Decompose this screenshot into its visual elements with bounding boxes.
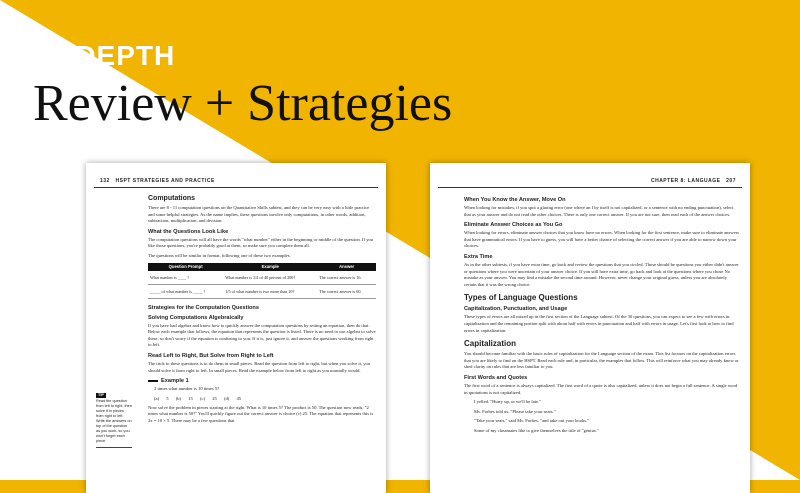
table-cell: What number is ____ ? bbox=[148, 271, 223, 285]
left-book-page bbox=[86, 163, 386, 493]
look-title: What the Questions Look Like bbox=[148, 228, 229, 235]
quote-example: Ms. Forbes told us, "Please take your seats." bbox=[474, 408, 556, 414]
question-format-table bbox=[148, 263, 376, 299]
example-question: 2 times what number is 10 times 5? bbox=[154, 386, 220, 392]
move-on-text: When looking for mistakes, if you spot a glaring error (one where an I by itself is not capitalized, or a sentence with no ending punctuation), select that as your answer and do not read the other choices. There is only one correct answer. If you are not sure, then read each of the answer choices. bbox=[464, 205, 734, 217]
right-book-page bbox=[430, 163, 750, 493]
table-header: Question Prompt bbox=[148, 263, 223, 271]
example-choices bbox=[154, 396, 376, 401]
choice-c: (c) 25 bbox=[199, 395, 217, 401]
strategies-title: Strategies for the Computation Questions bbox=[148, 304, 259, 311]
table-cell: The correct answer is 16. bbox=[317, 271, 376, 285]
left-page-column bbox=[148, 195, 376, 428]
cap-punct-text: These types of errors are all mixed up in the first section of the Language subtest. Of the 30 questions, you can expect to see a few with errors in capitalization and the remaining portion split with about half with errors in punctuation and half with errors in usage. Let's first look at how to find errors in capitalization. bbox=[464, 314, 734, 333]
right-page-number: 207 bbox=[726, 178, 736, 184]
look-text: The computation questions will all have the words "what number" either in the beginning or middle of the question. If you like those questions, you're probably good at them, so make sure you complete them all. bbox=[148, 236, 374, 249]
choice-a: (a) 5 bbox=[154, 395, 169, 401]
table-cell: What number is 1/4 of 40 percent of 200? bbox=[223, 271, 317, 285]
computations-intro: There are 8 - 11 computation questions on the Quantitative Skills subtest, and they can be very easy with a little practice and some helpful strategies. As the name implies, these questions involve only computations, in other words, addition, subtraction, multiplication, and division. bbox=[148, 205, 370, 224]
cap-punct-title: Capitalization, Punctuation, and Usage bbox=[464, 306, 568, 313]
example-bar-icon bbox=[148, 380, 158, 382]
left-page-number: 132 bbox=[100, 178, 110, 184]
types-title: Types of Language Questions bbox=[464, 293, 578, 303]
right-running-head bbox=[651, 178, 736, 184]
table-row bbox=[148, 284, 376, 298]
table-row bbox=[148, 271, 376, 285]
capitalization-text: You should become familiar with the basic rules of capitalization for the Language section of the exam. This list focuses on the capitalization errors that you are likely to find on the HSPT. Read each rule and, in particular, the examples that follow. This will reinforce what you may already know or shed clarity on rules that are less familiar to you. bbox=[464, 351, 739, 370]
choice-d: (d) 45 bbox=[223, 395, 242, 401]
solving-text: If you have had algebra and know how to quickly answer the computation questions by setting an equation, then do that. Below each example that follows, the equation that represents the question is listed. There is no need to use algebra to solve these, so don't worry if the equation is confusing to you. If it is, just ignore it, and answer the questions working from right to left. bbox=[148, 322, 376, 348]
solving-title: Solving Computations Algebraically bbox=[148, 314, 244, 321]
left-running-head bbox=[100, 178, 215, 184]
tip-badge: TIP bbox=[98, 393, 104, 397]
table-cell: 1/5 of what number is two more than 10? bbox=[223, 284, 317, 298]
table-cell: _____ of what number is _____? bbox=[148, 284, 223, 298]
read-text: The trick to these questions is to do them in small pieces. Read the question from left to right, but when you solve it, you should solve it from right to left. In small pieces. Read the example below from left to right as you normally would. bbox=[148, 360, 371, 373]
eliminate-title: Eliminate Answer Choices as You Go bbox=[464, 222, 563, 229]
tip-rule bbox=[96, 447, 132, 448]
right-running-title: CHAPTER 8: LANGUAGE bbox=[650, 178, 721, 184]
quote-example: "Take your seats," said Ms. Forbes, "and take out your books." bbox=[474, 418, 590, 424]
capitalization-title: Capitalization bbox=[464, 339, 517, 349]
kicker-label: IN-DEPTH bbox=[35, 40, 176, 71]
choice-b: (b) 15 bbox=[175, 395, 193, 401]
table-header-row bbox=[148, 263, 376, 271]
left-running-title: HSPT STRATEGIES AND PRACTICE bbox=[115, 178, 215, 184]
look-text-2: The questions will be similar in format, following one of these two examples. bbox=[148, 252, 291, 258]
table-header: Example bbox=[223, 263, 317, 271]
read-title: Read Left to Right, But Solve from Right to Left bbox=[148, 352, 274, 359]
eliminate-text: When looking for errors, eliminate answer choices that you know have no errors. When looking for the first sentence, make sure to eliminate answers that have grammatical errors. If you have to guess, you will have a better chance of selecting the correct answer if you are able to narrow down your choices. bbox=[464, 230, 739, 249]
tip-text: Read the question from left to right, then solve it in pieces from right to left. Write the answers on top of the question as you work, so you won't forget each piece. bbox=[96, 399, 132, 443]
computations-title: Computations bbox=[148, 195, 196, 202]
quote-example: I yelled, "Hurry up, or we'll be late." bbox=[474, 399, 542, 405]
example-label: Example 1 bbox=[161, 378, 189, 385]
right-page-column bbox=[464, 193, 740, 437]
table-header: Answer bbox=[317, 263, 376, 271]
first-words-text: The first word of a sentence is always capitalized. The first word of a quote is also capitalized, unless it does not begin a full sentence. A single word in quotations is not capitalized. bbox=[464, 382, 738, 395]
first-words-title: First Words and Quotes bbox=[464, 374, 528, 381]
page-headline: Review + Strategies bbox=[33, 75, 453, 132]
extra-time-title: Extra Time bbox=[464, 253, 493, 260]
right-header-rule bbox=[438, 187, 742, 188]
move-on-title: When You Know the Answer, Move On bbox=[464, 197, 566, 203]
table-cell: The correct answer is 60. bbox=[317, 284, 376, 298]
after-example-text: Now solve the problem in pieces starting at the right. What is 10 times 5? The product is 50. The question now reads, "2 times what number is 50?" You'll quickly figure out the correct answer is choice (c) 25. The equation that represents this is 2x = 10 × 5. There may be a few questions that bbox=[148, 404, 374, 423]
example-heading bbox=[148, 378, 376, 384]
extra-time-text: As in the other subtests, if you have extra time, go back and review the questions that you circled. Those should be questions you either didn't answer or questions where you were uncertain of your answer choice. If you still have extra time, go back and look at the questions where you chose No mistake as your answer. You may find a mistake the second time around. However, never change your original guess, unless you are absolutely certain that it was the wrong choice. bbox=[464, 261, 739, 287]
tip-sidebar bbox=[96, 393, 132, 448]
quote-example: Some of my classmates like to give themselves the title of "genius." bbox=[474, 427, 599, 433]
left-header-rule bbox=[94, 187, 378, 188]
